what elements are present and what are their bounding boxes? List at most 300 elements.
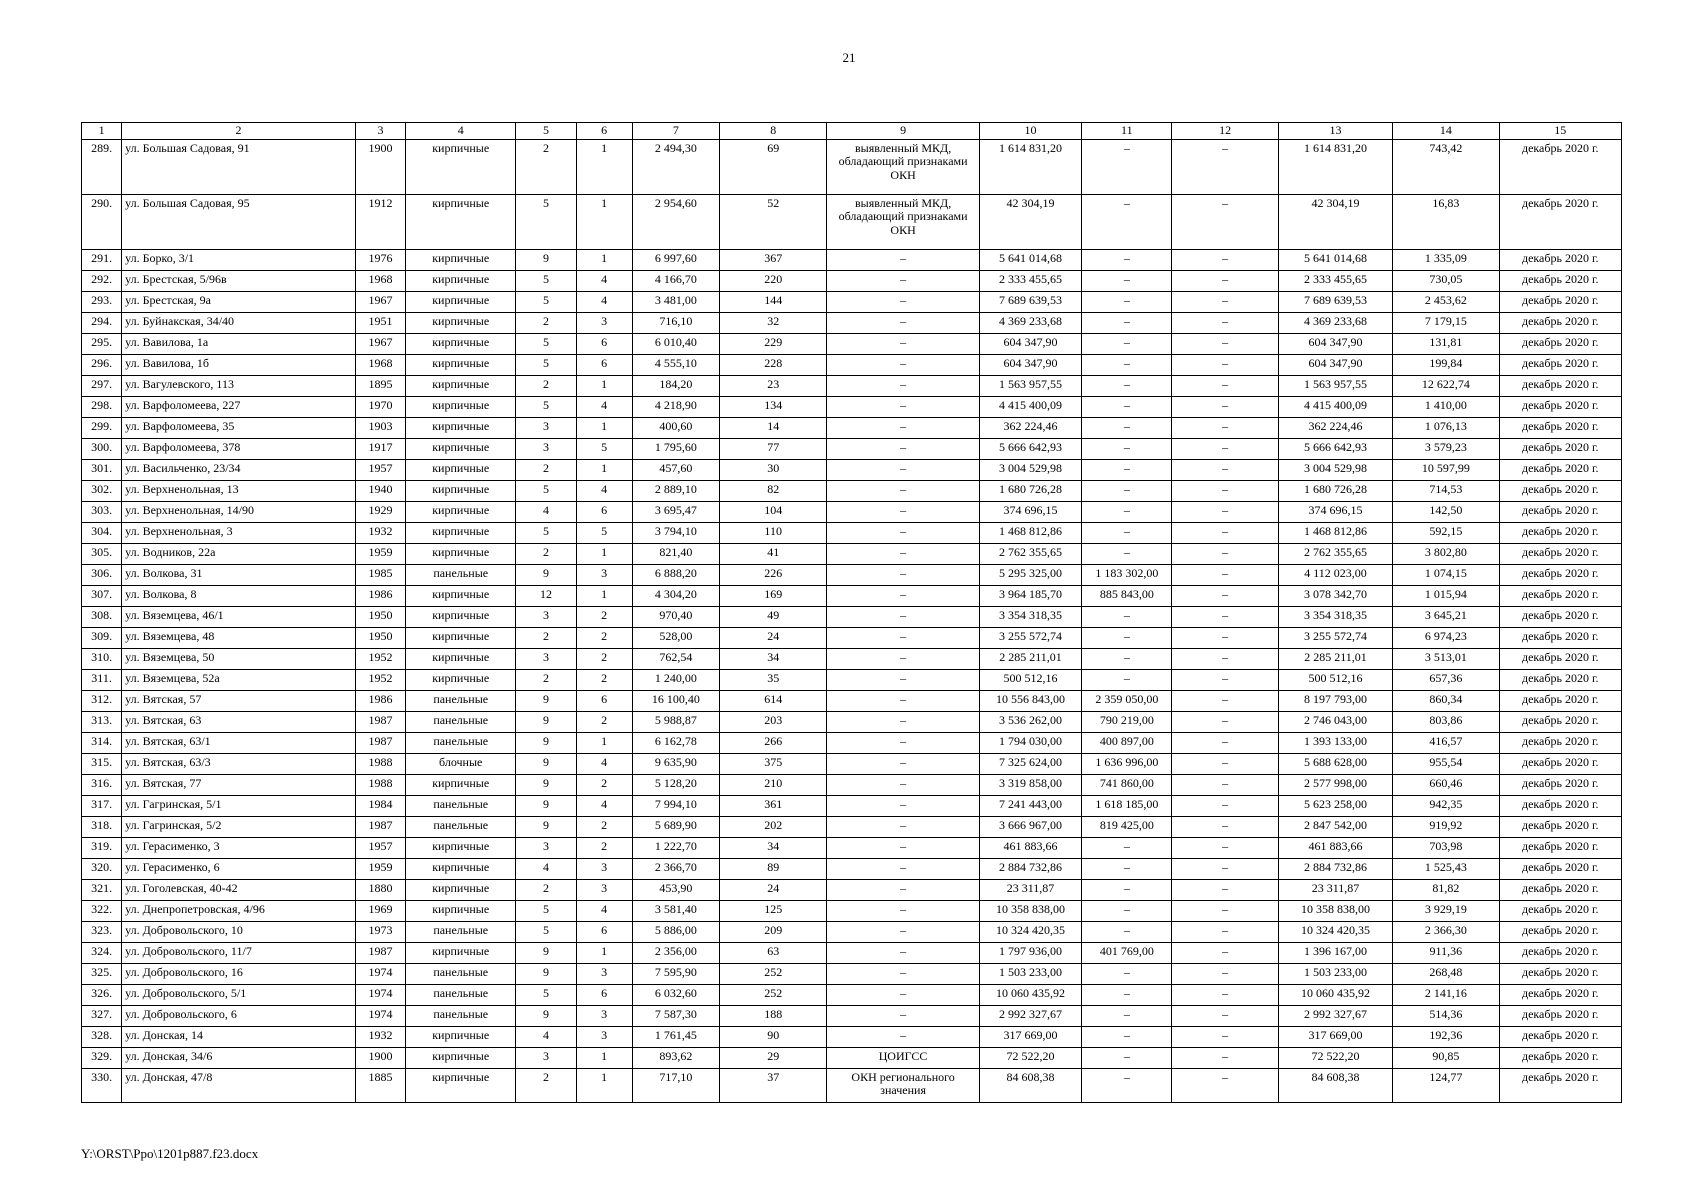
table-row <box>82 396 1622 417</box>
col-cost-11: – <box>1082 984 1172 1005</box>
table-row <box>82 438 1622 459</box>
col-cost-per-m2: 3 513,01 <box>1393 648 1499 669</box>
col-cost-per-m2: 911,36 <box>1393 942 1499 963</box>
col-cost-12: – <box>1172 1005 1278 1026</box>
col-status: – <box>827 585 979 606</box>
col-deadline: декабрь 2020 г. <box>1499 1026 1622 1047</box>
col-cost-11: – <box>1082 480 1172 501</box>
col-cost-total: 42 304,19 <box>979 194 1081 249</box>
col-cost-total: 374 696,15 <box>979 501 1081 522</box>
col-cost-12: – <box>1172 711 1278 732</box>
col-area: 3 695,47 <box>632 501 719 522</box>
col-floors: 5 <box>516 194 576 249</box>
col-status: – <box>827 501 979 522</box>
col-cost-11: – <box>1082 438 1172 459</box>
col-index: 308. <box>82 606 122 627</box>
col-cost-12: – <box>1172 984 1278 1005</box>
col-cost-per-m2: 7 179,15 <box>1393 312 1499 333</box>
col-index: 289. <box>82 139 122 194</box>
col-cost-12: – <box>1172 354 1278 375</box>
col-index: 294. <box>82 312 122 333</box>
col-cost-per-m2: 3 802,80 <box>1393 543 1499 564</box>
col-floors: 5 <box>516 480 576 501</box>
col-residents: 29 <box>720 1047 827 1068</box>
col-deadline: декабрь 2020 г. <box>1499 438 1622 459</box>
col-deadline: декабрь 2020 г. <box>1499 480 1622 501</box>
header-cell-14: 14 <box>1393 123 1499 140</box>
col-cost-11: – <box>1082 249 1172 270</box>
col-area: 3 581,40 <box>632 900 719 921</box>
col-cost-13: 3 078 342,70 <box>1278 585 1392 606</box>
col-deadline: декабрь 2020 г. <box>1499 732 1622 753</box>
col-residents: 125 <box>720 900 827 921</box>
col-residents: 110 <box>720 522 827 543</box>
col-cost-13: 317 669,00 <box>1278 1026 1392 1047</box>
col-cost-11: – <box>1082 333 1172 354</box>
col-cost-11: 1 636 996,00 <box>1082 753 1172 774</box>
col-cost-per-m2: 660,46 <box>1393 774 1499 795</box>
col-wall-material: панельные <box>406 921 516 942</box>
col-floors: 2 <box>516 669 576 690</box>
col-cost-12: – <box>1172 585 1278 606</box>
col-floors: 3 <box>516 606 576 627</box>
col-year: 1912 <box>355 194 405 249</box>
col-deadline: декабрь 2020 г. <box>1499 312 1622 333</box>
col-area: 2 494,30 <box>632 139 719 194</box>
col-cost-per-m2: 1 335,09 <box>1393 249 1499 270</box>
col-status: – <box>827 333 979 354</box>
col-status: – <box>827 522 979 543</box>
col-floors: 5 <box>516 522 576 543</box>
header-cell-11: 11 <box>1082 123 1172 140</box>
col-address: ул. Гагринская, 5/2 <box>122 816 356 837</box>
col-entrances: 4 <box>576 900 632 921</box>
col-status: – <box>827 921 979 942</box>
col-index: 319. <box>82 837 122 858</box>
header-cell-15: 15 <box>1499 123 1622 140</box>
col-floors: 2 <box>516 139 576 194</box>
col-residents: 226 <box>720 564 827 585</box>
col-cost-per-m2: 743,42 <box>1393 139 1499 194</box>
col-year: 1968 <box>355 354 405 375</box>
col-index: 314. <box>82 732 122 753</box>
col-area: 893,62 <box>632 1047 719 1068</box>
table-row <box>82 669 1622 690</box>
col-cost-total: 23 311,87 <box>979 879 1081 900</box>
header-cell-5: 5 <box>516 123 576 140</box>
col-deadline: декабрь 2020 г. <box>1499 396 1622 417</box>
col-status: – <box>827 543 979 564</box>
col-cost-per-m2: 3 929,19 <box>1393 900 1499 921</box>
col-cost-12: – <box>1172 627 1278 648</box>
table-row <box>82 459 1622 480</box>
col-cost-total: 3 666 967,00 <box>979 816 1081 837</box>
col-residents: 77 <box>720 438 827 459</box>
col-index: 307. <box>82 585 122 606</box>
col-cost-13: 7 689 639,53 <box>1278 291 1392 312</box>
col-deadline: декабрь 2020 г. <box>1499 459 1622 480</box>
col-cost-total: 2 992 327,67 <box>979 1005 1081 1026</box>
col-wall-material: кирпичные <box>406 438 516 459</box>
col-deadline: декабрь 2020 г. <box>1499 774 1622 795</box>
col-floors: 9 <box>516 711 576 732</box>
col-floors: 9 <box>516 732 576 753</box>
col-floors: 5 <box>516 354 576 375</box>
col-residents: 52 <box>720 194 827 249</box>
col-wall-material: панельные <box>406 564 516 585</box>
housing-register-table <box>81 122 1622 1103</box>
col-year: 1957 <box>355 459 405 480</box>
col-address: ул. Вяземцева, 46/1 <box>122 606 356 627</box>
col-entrances: 1 <box>576 194 632 249</box>
col-index: 315. <box>82 753 122 774</box>
col-wall-material: кирпичные <box>406 354 516 375</box>
col-area: 7 587,30 <box>632 1005 719 1026</box>
col-floors: 2 <box>516 627 576 648</box>
col-cost-11: – <box>1082 543 1172 564</box>
col-residents: 23 <box>720 375 827 396</box>
col-cost-13: 604 347,90 <box>1278 354 1392 375</box>
col-cost-total: 1 468 812,86 <box>979 522 1081 543</box>
col-residents: 252 <box>720 984 827 1005</box>
col-cost-12: – <box>1172 921 1278 942</box>
col-entrances: 6 <box>576 984 632 1005</box>
col-index: 329. <box>82 1047 122 1068</box>
col-address: ул. Донская, 34/6 <box>122 1047 356 1068</box>
col-cost-per-m2: 514,36 <box>1393 1005 1499 1026</box>
col-entrances: 3 <box>576 858 632 879</box>
col-index: 303. <box>82 501 122 522</box>
col-cost-12: – <box>1172 816 1278 837</box>
col-status: – <box>827 627 979 648</box>
col-deadline: декабрь 2020 г. <box>1499 963 1622 984</box>
col-area: 717,10 <box>632 1068 719 1102</box>
col-status: – <box>827 690 979 711</box>
col-year: 1985 <box>355 564 405 585</box>
col-residents: 361 <box>720 795 827 816</box>
col-cost-13: 374 696,15 <box>1278 501 1392 522</box>
col-status: – <box>827 900 979 921</box>
col-cost-12: – <box>1172 963 1278 984</box>
col-wall-material: панельные <box>406 1005 516 1026</box>
col-floors: 4 <box>516 858 576 879</box>
col-wall-material: кирпичные <box>406 139 516 194</box>
col-floors: 2 <box>516 543 576 564</box>
table-row <box>82 732 1622 753</box>
col-status: – <box>827 711 979 732</box>
col-entrances: 3 <box>576 1026 632 1047</box>
col-cost-11: – <box>1082 921 1172 942</box>
col-area: 2 366,70 <box>632 858 719 879</box>
col-cost-12: – <box>1172 1068 1278 1102</box>
table-row <box>82 249 1622 270</box>
col-wall-material: панельные <box>406 690 516 711</box>
col-area: 1 240,00 <box>632 669 719 690</box>
col-area: 4 166,70 <box>632 270 719 291</box>
col-index: 300. <box>82 438 122 459</box>
table-row <box>82 270 1622 291</box>
col-cost-12: – <box>1172 333 1278 354</box>
col-cost-per-m2: 81,82 <box>1393 879 1499 900</box>
col-cost-per-m2: 16,83 <box>1393 194 1499 249</box>
col-area: 16 100,40 <box>632 690 719 711</box>
col-residents: 266 <box>720 732 827 753</box>
col-index: 306. <box>82 564 122 585</box>
col-cost-13: 2 992 327,67 <box>1278 1005 1392 1026</box>
header-row <box>82 123 1622 140</box>
col-wall-material: блочные <box>406 753 516 774</box>
col-entrances: 5 <box>576 438 632 459</box>
col-cost-12: – <box>1172 291 1278 312</box>
col-cost-13: 42 304,19 <box>1278 194 1392 249</box>
col-cost-12: – <box>1172 732 1278 753</box>
col-cost-11: – <box>1082 270 1172 291</box>
col-entrances: 2 <box>576 711 632 732</box>
col-residents: 24 <box>720 627 827 648</box>
col-residents: 209 <box>720 921 827 942</box>
col-cost-13: 4 369 233,68 <box>1278 312 1392 333</box>
col-residents: 35 <box>720 669 827 690</box>
col-index: 311. <box>82 669 122 690</box>
col-cost-12: – <box>1172 900 1278 921</box>
col-cost-total: 3 255 572,74 <box>979 627 1081 648</box>
col-deadline: декабрь 2020 г. <box>1499 753 1622 774</box>
col-entrances: 4 <box>576 795 632 816</box>
col-cost-12: – <box>1172 480 1278 501</box>
col-residents: 367 <box>720 249 827 270</box>
col-wall-material: кирпичные <box>406 312 516 333</box>
table-row <box>82 1068 1622 1102</box>
col-address: ул. Варфоломеева, 35 <box>122 417 356 438</box>
col-cost-per-m2: 730,05 <box>1393 270 1499 291</box>
col-cost-12: – <box>1172 606 1278 627</box>
col-cost-12: – <box>1172 194 1278 249</box>
col-cost-total: 10 324 420,35 <box>979 921 1081 942</box>
col-status: – <box>827 774 979 795</box>
col-cost-11: – <box>1082 1005 1172 1026</box>
col-cost-13: 1 468 812,86 <box>1278 522 1392 543</box>
col-wall-material: панельные <box>406 732 516 753</box>
col-status: – <box>827 669 979 690</box>
col-year: 1974 <box>355 1005 405 1026</box>
col-wall-material: кирпичные <box>406 501 516 522</box>
col-index: 327. <box>82 1005 122 1026</box>
col-cost-12: – <box>1172 543 1278 564</box>
col-entrances: 4 <box>576 270 632 291</box>
col-cost-per-m2: 860,34 <box>1393 690 1499 711</box>
col-status: – <box>827 984 979 1005</box>
col-floors: 3 <box>516 648 576 669</box>
col-residents: 203 <box>720 711 827 732</box>
col-entrances: 1 <box>576 139 632 194</box>
col-address: ул. Вятская, 63 <box>122 711 356 732</box>
col-cost-11: – <box>1082 963 1172 984</box>
col-cost-total: 5 295 325,00 <box>979 564 1081 585</box>
col-year: 1950 <box>355 606 405 627</box>
col-floors: 5 <box>516 984 576 1005</box>
col-cost-12: – <box>1172 1047 1278 1068</box>
table-body <box>82 123 1622 1103</box>
col-address: ул. Вавилова, 1а <box>122 333 356 354</box>
col-deadline: декабрь 2020 г. <box>1499 606 1622 627</box>
col-cost-13: 72 522,20 <box>1278 1047 1392 1068</box>
col-deadline: декабрь 2020 г. <box>1499 501 1622 522</box>
col-wall-material: кирпичные <box>406 270 516 291</box>
col-area: 1 761,45 <box>632 1026 719 1047</box>
col-residents: 34 <box>720 837 827 858</box>
header-cell-6: 6 <box>576 123 632 140</box>
col-cost-total: 3 004 529,98 <box>979 459 1081 480</box>
col-deadline: декабрь 2020 г. <box>1499 984 1622 1005</box>
col-area: 5 886,00 <box>632 921 719 942</box>
col-entrances: 2 <box>576 648 632 669</box>
col-cost-11: – <box>1082 354 1172 375</box>
col-cost-11: 400 897,00 <box>1082 732 1172 753</box>
col-entrances: 1 <box>576 375 632 396</box>
col-cost-13: 1 614 831,20 <box>1278 139 1392 194</box>
col-floors: 5 <box>516 900 576 921</box>
col-area: 2 356,00 <box>632 942 719 963</box>
table-row <box>82 816 1622 837</box>
col-status: ОКН регионального значения <box>827 1068 979 1102</box>
col-cost-13: 2 884 732,86 <box>1278 858 1392 879</box>
col-address: ул. Добровольского, 11/7 <box>122 942 356 963</box>
table-row <box>82 1026 1622 1047</box>
table-row <box>82 984 1622 1005</box>
col-year: 1973 <box>355 921 405 942</box>
table-row <box>82 858 1622 879</box>
col-area: 1 795,60 <box>632 438 719 459</box>
col-year: 1932 <box>355 1026 405 1047</box>
col-status: – <box>827 375 979 396</box>
col-cost-13: 362 224,46 <box>1278 417 1392 438</box>
col-residents: 228 <box>720 354 827 375</box>
col-cost-13: 5 641 014,68 <box>1278 249 1392 270</box>
col-residents: 169 <box>720 585 827 606</box>
header-cell-3: 3 <box>355 123 405 140</box>
col-floors: 3 <box>516 1047 576 1068</box>
col-year: 1970 <box>355 396 405 417</box>
col-floors: 5 <box>516 270 576 291</box>
col-wall-material: кирпичные <box>406 417 516 438</box>
col-wall-material: панельные <box>406 816 516 837</box>
col-entrances: 4 <box>576 291 632 312</box>
col-area: 5 988,87 <box>632 711 719 732</box>
col-deadline: декабрь 2020 г. <box>1499 669 1622 690</box>
col-entrances: 6 <box>576 354 632 375</box>
col-cost-per-m2: 592,15 <box>1393 522 1499 543</box>
col-cost-11: – <box>1082 291 1172 312</box>
col-cost-13: 500 512,16 <box>1278 669 1392 690</box>
col-index: 309. <box>82 627 122 648</box>
col-cost-12: – <box>1172 690 1278 711</box>
col-status: выявленный МКД, обладающий признаками ОКН <box>827 194 979 249</box>
col-cost-total: 3 354 318,35 <box>979 606 1081 627</box>
col-wall-material: кирпичные <box>406 522 516 543</box>
col-deadline: декабрь 2020 г. <box>1499 690 1622 711</box>
header-cell-10: 10 <box>979 123 1081 140</box>
col-floors: 9 <box>516 963 576 984</box>
col-deadline: декабрь 2020 г. <box>1499 543 1622 564</box>
col-address: ул. Вятская, 57 <box>122 690 356 711</box>
header-cell-1: 1 <box>82 123 122 140</box>
col-address: ул. Водников, 22а <box>122 543 356 564</box>
col-cost-total: 10 358 838,00 <box>979 900 1081 921</box>
col-cost-12: – <box>1172 858 1278 879</box>
col-wall-material: кирпичные <box>406 1047 516 1068</box>
table-row <box>82 354 1622 375</box>
col-cost-11: – <box>1082 396 1172 417</box>
col-deadline: декабрь 2020 г. <box>1499 837 1622 858</box>
col-floors: 4 <box>516 501 576 522</box>
col-deadline: декабрь 2020 г. <box>1499 139 1622 194</box>
col-deadline: декабрь 2020 г. <box>1499 942 1622 963</box>
col-cost-total: 2 762 355,65 <box>979 543 1081 564</box>
col-cost-13: 1 503 233,00 <box>1278 963 1392 984</box>
col-year: 1988 <box>355 753 405 774</box>
col-entrances: 1 <box>576 249 632 270</box>
col-cost-total: 7 689 639,53 <box>979 291 1081 312</box>
col-index: 316. <box>82 774 122 795</box>
col-cost-total: 500 512,16 <box>979 669 1081 690</box>
col-cost-per-m2: 90,85 <box>1393 1047 1499 1068</box>
col-address: ул. Большая Садовая, 95 <box>122 194 356 249</box>
col-address: ул. Верхненольная, 14/90 <box>122 501 356 522</box>
col-status: – <box>827 354 979 375</box>
col-index: 310. <box>82 648 122 669</box>
col-year: 1984 <box>355 795 405 816</box>
table-row <box>82 942 1622 963</box>
col-year: 1967 <box>355 333 405 354</box>
col-deadline: декабрь 2020 г. <box>1499 417 1622 438</box>
col-wall-material: кирпичные <box>406 837 516 858</box>
col-cost-per-m2: 416,57 <box>1393 732 1499 753</box>
col-index: 290. <box>82 194 122 249</box>
col-entrances: 2 <box>576 606 632 627</box>
col-cost-per-m2: 2 453,62 <box>1393 291 1499 312</box>
col-floors: 2 <box>516 459 576 480</box>
col-cost-11: 819 425,00 <box>1082 816 1172 837</box>
col-area: 821,40 <box>632 543 719 564</box>
col-entrances: 6 <box>576 690 632 711</box>
col-cost-13: 604 347,90 <box>1278 333 1392 354</box>
col-index: 302. <box>82 480 122 501</box>
col-residents: 252 <box>720 963 827 984</box>
table-row <box>82 795 1622 816</box>
col-wall-material: кирпичные <box>406 669 516 690</box>
col-cost-13: 3 255 572,74 <box>1278 627 1392 648</box>
col-floors: 2 <box>516 1068 576 1102</box>
col-index: 323. <box>82 921 122 942</box>
table-row <box>82 333 1622 354</box>
col-wall-material: кирпичные <box>406 942 516 963</box>
col-address: ул. Вятская, 77 <box>122 774 356 795</box>
col-cost-12: – <box>1172 879 1278 900</box>
col-cost-13: 1 680 726,28 <box>1278 480 1392 501</box>
col-address: ул. Верхненольная, 13 <box>122 480 356 501</box>
col-cost-total: 1 563 957,55 <box>979 375 1081 396</box>
col-cost-total: 1 614 831,20 <box>979 139 1081 194</box>
col-area: 3 794,10 <box>632 522 719 543</box>
col-cost-total: 604 347,90 <box>979 354 1081 375</box>
col-cost-11: 790 219,00 <box>1082 711 1172 732</box>
col-entrances: 2 <box>576 627 632 648</box>
col-area: 400,60 <box>632 417 719 438</box>
col-status: – <box>827 732 979 753</box>
col-cost-11: – <box>1082 858 1172 879</box>
col-wall-material: кирпичные <box>406 858 516 879</box>
col-deadline: декабрь 2020 г. <box>1499 1047 1622 1068</box>
